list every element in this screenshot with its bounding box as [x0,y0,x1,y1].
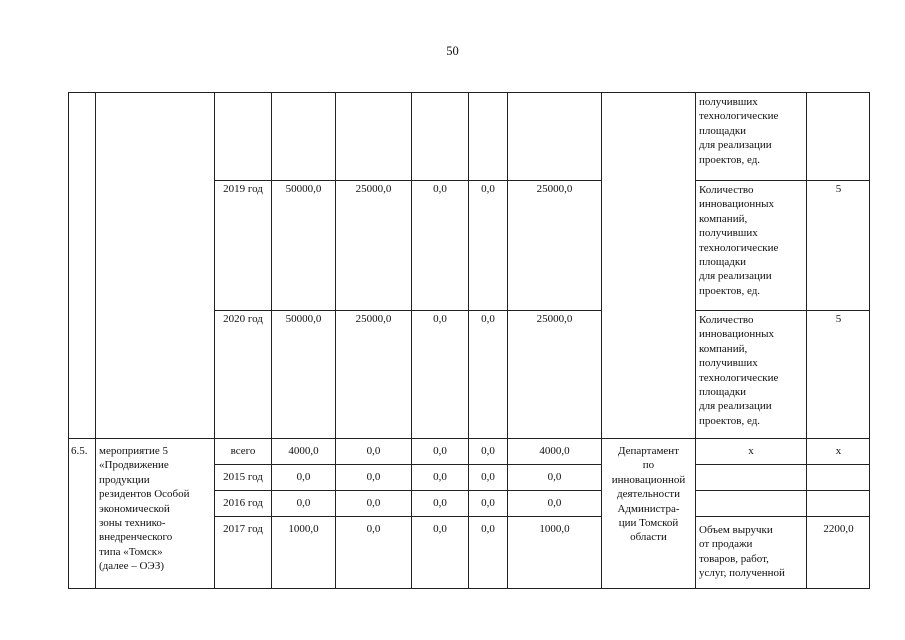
year-2016: 2016 год [223,497,263,509]
page-number: 50 [446,44,459,58]
c1-2017: 0,0 [366,523,381,535]
c2-2019: 0,0 [433,183,447,195]
total-2019: 50000,0 [285,183,322,195]
total-2017: 1000,0 [288,523,319,535]
c3-2015: 0,0 [481,471,495,483]
c2-2017: 0,0 [433,523,447,535]
target-2019: 5 [835,183,842,195]
c1-2015: 0,0 [366,471,381,483]
c4-all: 4000,0 [539,445,570,457]
c3-all: 0,0 [481,445,495,457]
year-2017: 2017 год [223,523,263,535]
c3-2020: 0,0 [481,313,495,325]
c4-2020: 25000,0 [536,313,573,325]
c4-2016: 0,0 [547,497,562,509]
measure-executor: Департамент по инновационной деятельности Администра- ции Томской области [611,445,686,544]
total-2016: 0,0 [296,497,311,509]
indicator-2020: Количество инновационных компаний, получивших технологические площадки для реализации проектов, ед. [699,314,779,427]
c1-2019: 25000,0 [355,183,392,195]
indicator-all: x [748,445,754,457]
indicator-2017: Объем выручки от продажи товаров, работ, услуг, полученной [699,524,785,580]
indicator-2019: Количество инновационных компаний, получивших технологические площадки для реализации проектов, ед. [699,184,779,297]
total-all: 4000,0 [288,445,319,457]
year-2020: 2020 год [223,313,263,325]
measure-name: мероприятие 5 «Продвижение продукции резидентов Особой экономической зоны технико- внедренческого типа «Томск» (далее – ОЭЗ) [99,445,190,573]
c1-2020: 25000,0 [355,313,392,325]
c2-2020: 0,0 [433,313,447,325]
year-2019: 2019 год [223,183,263,195]
target-all: x [835,445,842,457]
measure-number: 6.5. [71,445,88,457]
c2-all: 0,0 [433,445,447,457]
c4-2017: 1000,0 [539,523,570,535]
c3-2017: 0,0 [481,523,495,535]
c3-2016: 0,0 [481,497,495,509]
indicator-continuation: получивших технологические площадки для реализации проектов, ед. [699,96,779,166]
c2-2016: 0,0 [433,497,447,509]
c3-2019: 0,0 [481,183,495,195]
c1-all: 0,0 [366,445,381,457]
year-total: всего [230,445,256,457]
c4-2015: 0,0 [547,471,562,483]
c1-2016: 0,0 [366,497,381,509]
c4-2019: 25000,0 [536,183,573,195]
total-2015: 0,0 [296,471,311,483]
c2-2015: 0,0 [433,471,447,483]
total-2020: 50000,0 [285,313,322,325]
target-2017: 2200,0 [823,523,854,535]
target-2020: 5 [835,313,842,325]
year-2015: 2015 год [223,471,263,483]
program-table [68,92,870,589]
